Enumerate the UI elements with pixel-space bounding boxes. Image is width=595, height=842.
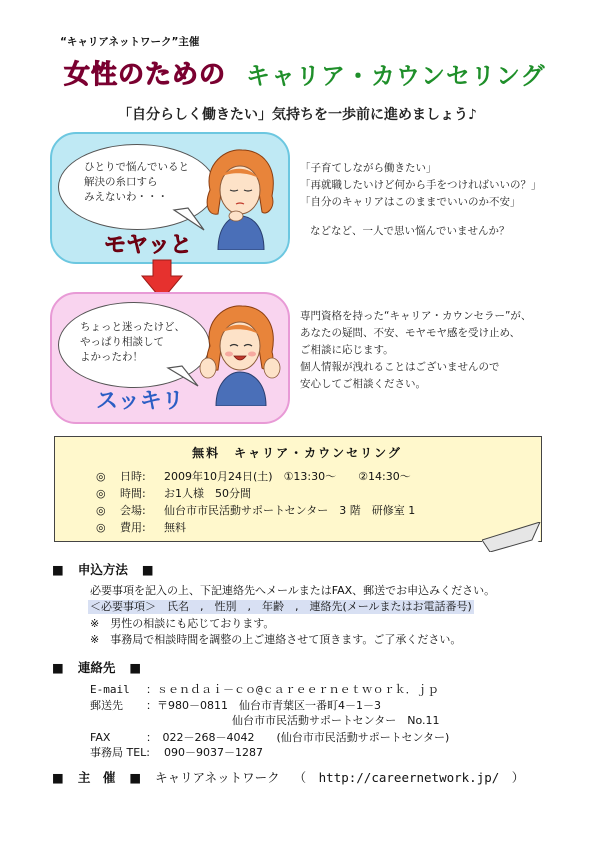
bubble-line: みえないわ・・・	[84, 191, 168, 203]
sponsor-row	[52, 768, 538, 786]
bubble-line: やっぱり相談して	[80, 336, 164, 348]
contact-fax-row	[90, 731, 449, 745]
square-marker-icon: ■	[141, 562, 154, 577]
description-closing: などなど、一人で思い悩んでいませんか？	[310, 225, 510, 237]
square-marker-icon: ■	[52, 770, 64, 785]
apply-instruction: 必要事項を記入の上、下記連絡先へメールまたはFAX、郵送でお申込みください。	[90, 584, 496, 597]
description-line: あなたの疑問、不安、モヤモヤ感を受け止め、	[300, 327, 521, 339]
apply-heading-text: 申込方法	[77, 562, 128, 577]
email-label: E-mail	[90, 683, 130, 696]
apply-note-men: ※ 男性の相談にも応じております。	[90, 617, 275, 630]
contact-tel-row	[90, 746, 263, 760]
apply-note-schedule: ※ 事務局で相談時間を調整の上ご連絡させて頂きます。ご了承ください。	[90, 633, 462, 646]
bullet-icon: ◎	[96, 470, 106, 483]
event-row-duration	[96, 487, 251, 501]
post-label: 郵送先	[90, 699, 123, 712]
title-part-women: 女性のための	[64, 60, 227, 90]
event-row-value: お1人様 50分間	[164, 487, 251, 500]
contact-heading	[52, 658, 155, 676]
square-marker-icon: ■	[129, 770, 142, 785]
event-row-fee	[96, 521, 186, 535]
description-line: 専門資格を持った“キャリア・カウンセラー”が、	[300, 310, 532, 322]
bubble-line: ひとりで悩んでいると	[84, 161, 189, 173]
organizer-text: “キャリアネットワーク”主催	[60, 36, 200, 48]
event-row-value: 仙台市市民活動サポートセンター 3 階 研修室 1	[164, 504, 416, 517]
event-row-date	[96, 470, 411, 484]
before-bubble-text	[84, 160, 189, 205]
flyer-title	[0, 52, 595, 98]
event-row-label: 時間:	[120, 487, 146, 500]
email-value[interactable]: ：ｓｅｎｄａｉ－ｃｏ@ｃａｒｅｅｒｎｅｔｗｏｒｋ．ｊｐ	[146, 683, 439, 696]
subtitle: 「自分らしく働きたい」気持ちを一歩前に進めましょう♪	[118, 107, 477, 123]
square-marker-icon: ■	[52, 562, 64, 577]
worried-woman-illustration-icon	[196, 146, 282, 250]
contact-email-row	[90, 683, 439, 697]
happy-woman-illustration-icon	[196, 302, 282, 406]
event-row-label: 費用:	[120, 521, 146, 534]
contact-heading-text: 連絡先	[77, 660, 116, 675]
after-description	[300, 308, 531, 393]
square-marker-icon: ■	[129, 660, 142, 675]
description-line: 安心してご相談ください。	[300, 378, 426, 390]
after-bubble-text	[80, 320, 185, 365]
event-row-label: 日時:	[120, 470, 146, 483]
moya-label: モヤッと	[104, 233, 193, 258]
event-row-value: 2009年10月24日(土) ①13:30～ ②14:30～	[164, 470, 411, 483]
bubble-line: 解決の糸口すら	[84, 176, 158, 188]
event-row-venue	[96, 504, 415, 518]
description-line: ご相談に応じます。	[300, 344, 394, 356]
contact-post-row	[90, 699, 381, 713]
description-line: 「自分のキャリアはこのままでいいのか不安」	[300, 196, 521, 208]
description-line: 「子育てしながら働きたい」	[300, 162, 437, 174]
sponsor-heading-text: 主 催	[77, 770, 116, 785]
title-part-career-counseling: キャリア・カウンセリング	[246, 62, 546, 90]
fax-value: ： 022－268－4042 (仙台市市民活動サポートセンター)	[146, 731, 450, 744]
fax-label: FAX	[90, 731, 111, 744]
post-address-line: ：〒980－0811 仙台市青葉区一番町4－1－3	[146, 699, 381, 712]
sponsor-url-link[interactable]: （ http://careernetwork.jp/ ）	[293, 770, 525, 785]
bullet-icon: ◎	[96, 504, 106, 517]
post-address-line-2: 仙台市市民活動サポートセンター No.11	[232, 714, 440, 727]
event-heading: 無料 キャリア・カウンセリング	[192, 446, 402, 460]
sponsor-name: キャリアネットワーク	[155, 770, 280, 785]
bubble-line: よかったわ！	[80, 351, 143, 363]
tel-label: 事務局 TEL:	[90, 746, 151, 759]
bullet-icon: ◎	[96, 487, 106, 500]
sukkiri-label: スッキリ	[96, 389, 184, 414]
apply-heading	[52, 560, 168, 578]
event-row-value: 無料	[164, 521, 186, 534]
event-row-label: 会場:	[120, 504, 146, 517]
bubble-line: ちょっと迷ったけど、	[80, 321, 185, 333]
bullet-icon: ◎	[96, 521, 106, 534]
description-line: 「再就職したいけど何から手をつければいいの？」	[300, 179, 542, 191]
page-curl-icon	[482, 522, 542, 552]
tel-value: 090－9037－1287	[164, 746, 263, 759]
before-description	[300, 160, 542, 240]
square-marker-icon: ■	[52, 660, 64, 675]
apply-requirements: ＜必要事項＞ 氏名 , 性別 , 年齢 , 連絡先(メールまたはお電話番号)	[90, 600, 472, 613]
description-line: 個人情報が洩れることはございませんので	[300, 361, 500, 373]
